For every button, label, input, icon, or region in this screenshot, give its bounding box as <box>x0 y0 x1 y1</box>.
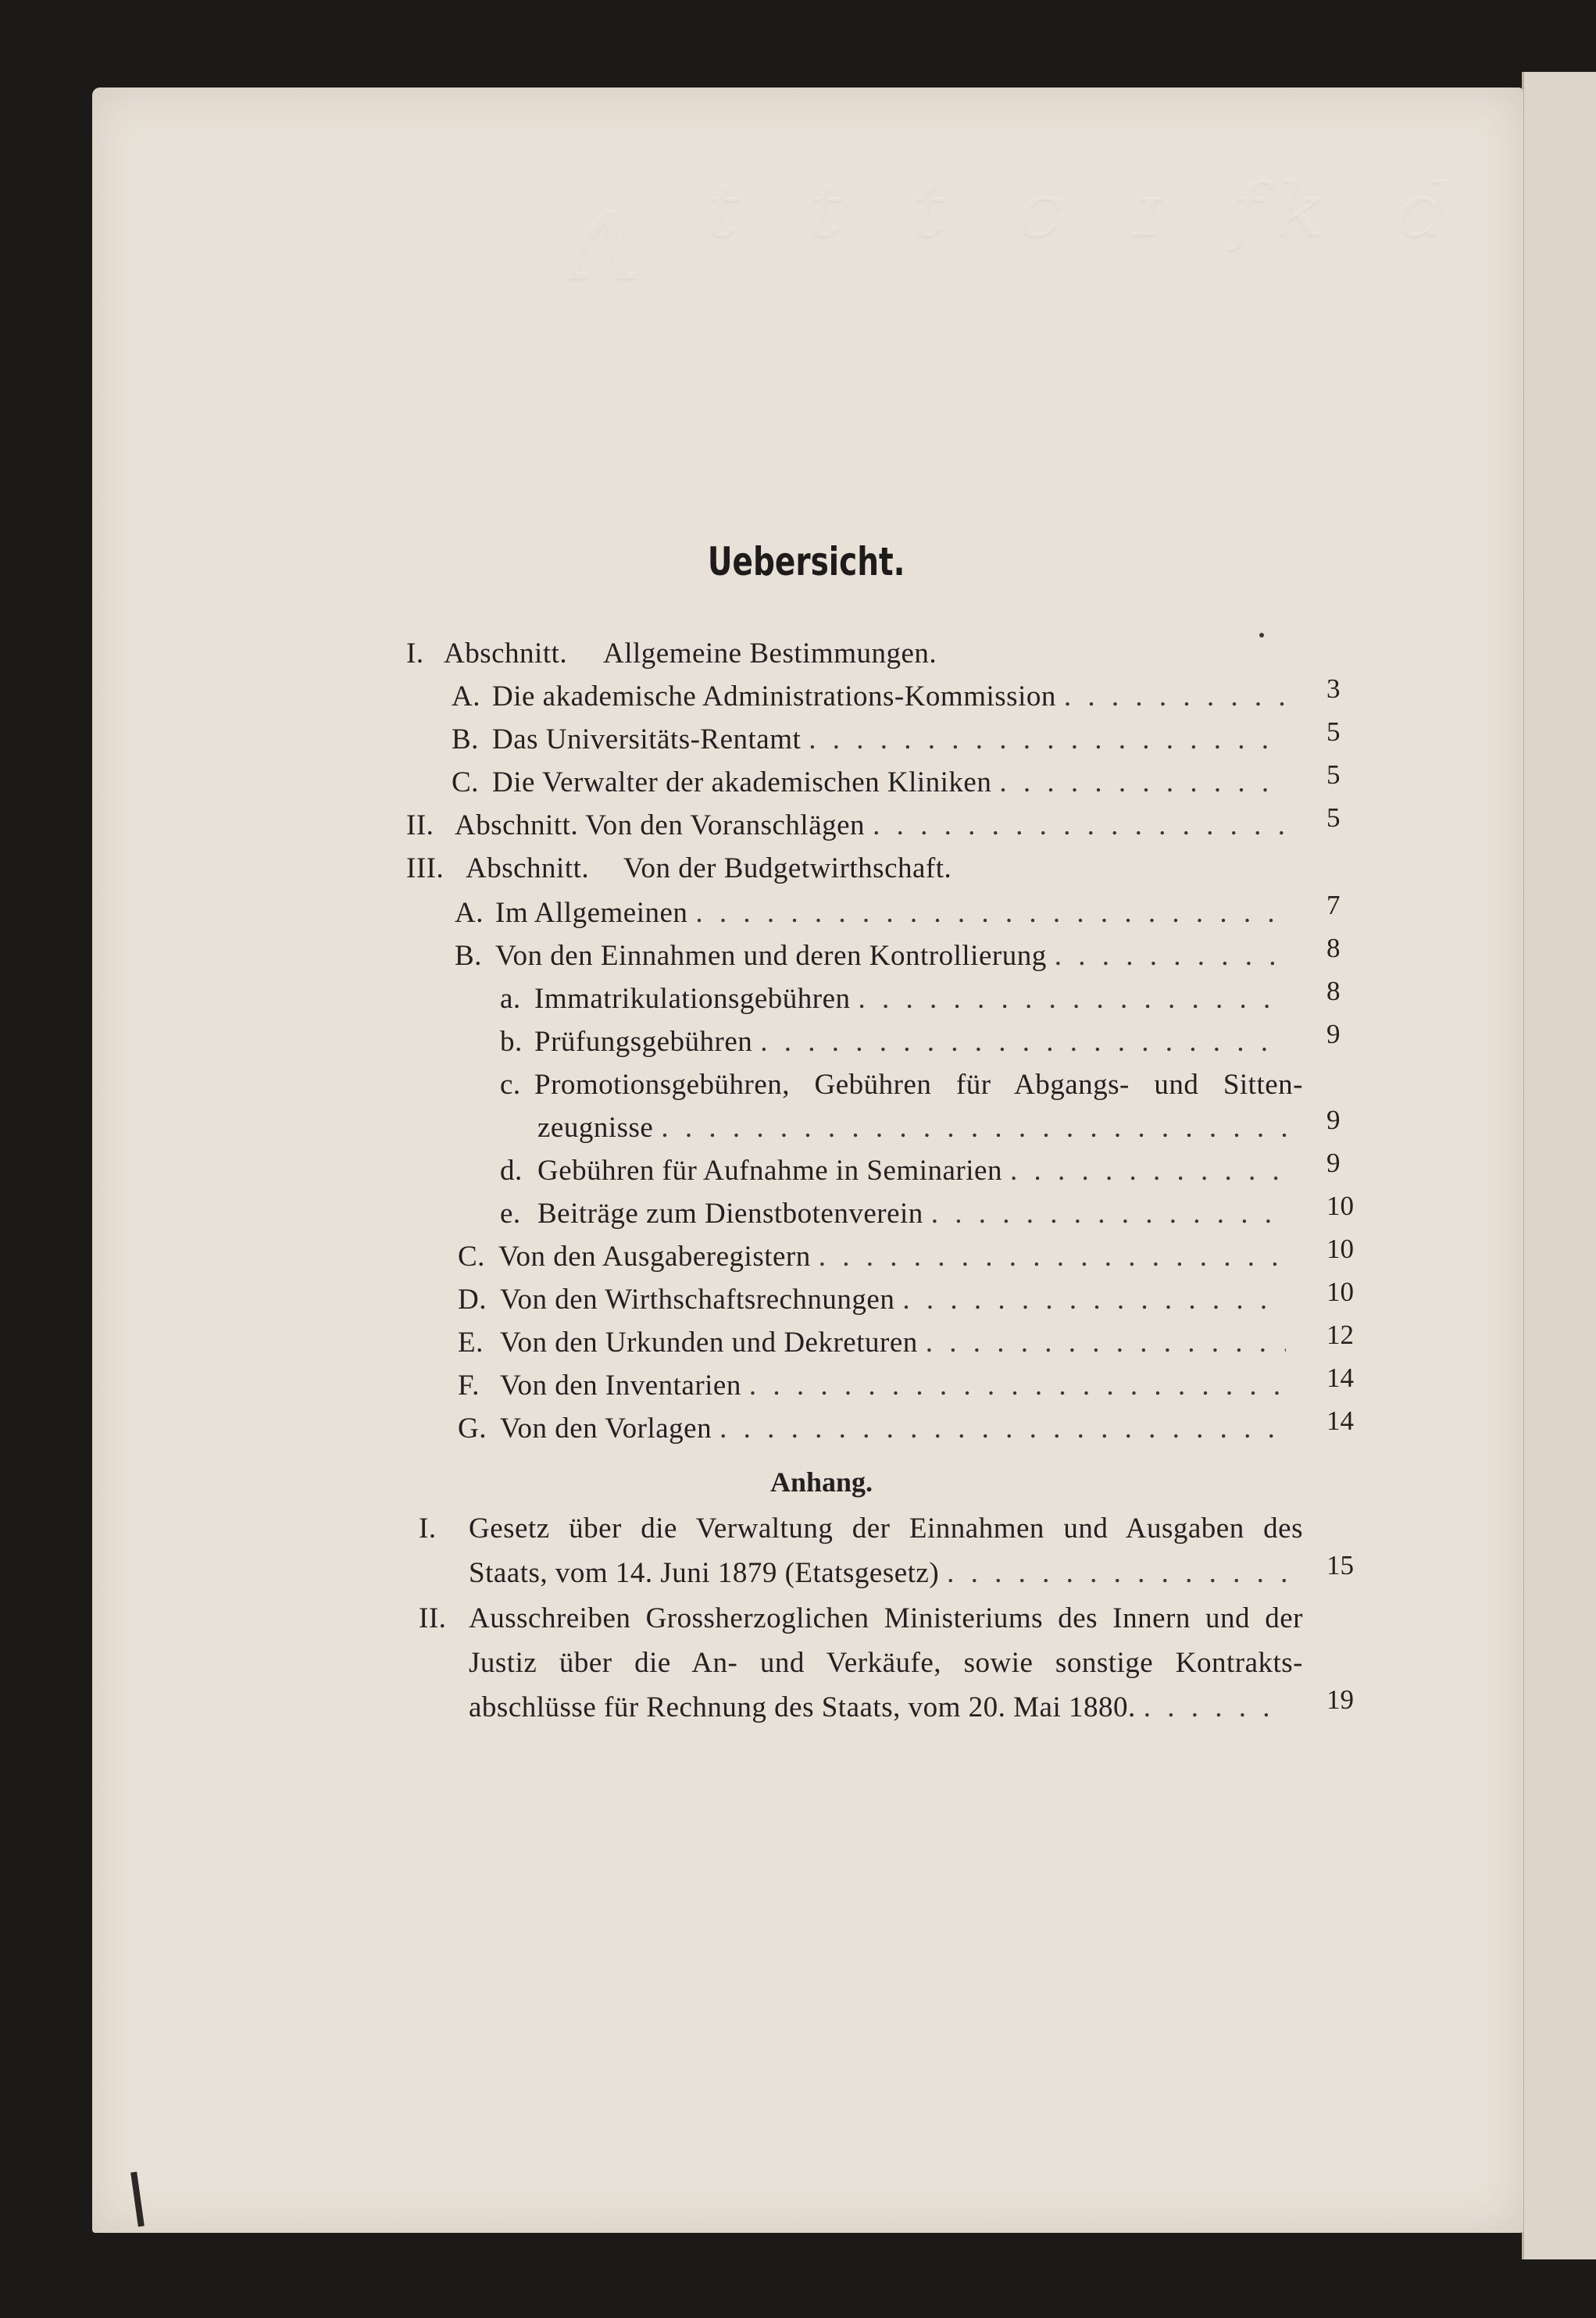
toc-number: e. <box>500 1198 521 1230</box>
toc-page-number: 8 <box>1326 976 1341 1006</box>
toc-text: Ausschreiben Grossherzoglichen Ministeriums des Innern und der <box>469 1602 1303 1634</box>
toc-text: zeugnisse <box>537 1112 654 1144</box>
toc-page-number: 10 <box>1326 1234 1354 1264</box>
appendix-heading: Anhang. <box>769 1466 873 1498</box>
toc-page-number: 10 <box>1326 1277 1354 1307</box>
dot-leader <box>1010 1154 1286 1188</box>
toc-number: F. <box>458 1370 480 1402</box>
toc-entry <box>0 802 1596 849</box>
toc-text: Justiz über die An- und Verkäufe, sowie sonstige Kontrakts- <box>469 1647 1303 1679</box>
toc-entry <box>0 759 1596 806</box>
toc-number: I. <box>419 1513 437 1545</box>
toc-text: abschlüsse für Rechnung des Staats, vom 20. Mai 1880. <box>469 1691 1136 1723</box>
dot-leader <box>749 1369 1286 1402</box>
appendix-item-continuation <box>0 1550 1596 1597</box>
dot-leader <box>902 1283 1286 1316</box>
toc-entry <box>0 1363 1596 1409</box>
toc-title: Allgemeine Bestimmungen. <box>603 638 937 670</box>
toc-entry <box>0 1320 1596 1366</box>
toc-number: G. <box>458 1413 487 1445</box>
dot-leader <box>926 1326 1286 1359</box>
toc-text: Von den Urkunden und Dekreturen <box>500 1327 918 1359</box>
toc-text: Von den Inventarien <box>500 1370 741 1402</box>
toc-entry <box>0 673 1596 720</box>
toc-number: III. <box>406 852 445 884</box>
dot-leader <box>1064 680 1286 713</box>
toc-page-number: 10 <box>1326 1191 1354 1221</box>
toc-text: Von den Vorlagen <box>500 1413 712 1445</box>
toc-text: Gesetz über die Verwaltung der Einnahmen und Ausgaben des <box>469 1513 1303 1545</box>
toc-page-number: 15 <box>1326 1550 1354 1580</box>
toc-page-number: 14 <box>1326 1405 1354 1436</box>
toc-number: B. <box>455 940 482 972</box>
dot-leader <box>719 1412 1286 1445</box>
toc-entry <box>0 976 1596 1023</box>
toc-number: d. <box>500 1155 523 1187</box>
toc-number: II. <box>419 1602 447 1634</box>
dot-leader <box>859 982 1286 1016</box>
toc-number: A. <box>452 680 480 713</box>
toc-label: Abschnitt. <box>466 852 590 884</box>
toc-page-number: 7 <box>1326 890 1341 920</box>
toc-number: A. <box>455 897 484 929</box>
appendix-item-continuation <box>0 1684 1596 1731</box>
dot-leader <box>661 1111 1286 1145</box>
toc-page-number: 8 <box>1326 933 1341 963</box>
toc-text: Gebühren für Aufnahme in Seminarien <box>537 1155 1002 1187</box>
toc-entry <box>0 1277 1596 1323</box>
toc-text: Beiträge zum Dienstbotenverein <box>537 1198 923 1230</box>
toc-page-number: 14 <box>1326 1363 1354 1393</box>
toc-page-number: 9 <box>1326 1148 1341 1178</box>
dot-leader <box>695 896 1286 930</box>
toc-entry <box>0 1019 1596 1066</box>
dot-leader <box>1055 939 1286 973</box>
dot-leader <box>947 1556 1286 1590</box>
dot-leader <box>760 1025 1286 1059</box>
toc-entry <box>0 716 1596 763</box>
toc-entry <box>0 1405 1596 1452</box>
toc-page-number: 19 <box>1326 1684 1354 1715</box>
toc-entry <box>0 1148 1596 1195</box>
toc-title: Von der Budgetwirthschaft. <box>623 852 952 884</box>
toc-text: Abschnitt. Von den Voranschlägen <box>455 809 866 841</box>
toc-number: D. <box>458 1284 487 1316</box>
toc-page-number: 5 <box>1326 802 1341 833</box>
toc-text: Immatrikulationsgebühren <box>534 983 851 1015</box>
toc-text: Von den Einnahmen und deren Kontrollierung <box>495 940 1047 972</box>
dot-leader <box>873 809 1286 842</box>
toc-text: Staats, vom 14. Juni 1879 (Etatsgesetz) <box>469 1557 940 1589</box>
toc-page-number: 9 <box>1326 1019 1341 1049</box>
toc-page-number: 9 <box>1326 1105 1341 1135</box>
toc-text: Die akademische Administrations-Kommission <box>492 680 1056 713</box>
dot-leader <box>931 1197 1286 1230</box>
dot-leader <box>1144 1691 1286 1724</box>
toc-section-header <box>0 637 1596 677</box>
dot-leader <box>809 723 1286 756</box>
toc-number: a. <box>500 983 521 1015</box>
toc-text: Im Allgemeinen <box>495 897 688 929</box>
toc-section-header <box>0 852 1596 892</box>
dot-leader <box>819 1240 1286 1273</box>
toc-text: Das Universitäts-Rentamt <box>492 723 802 755</box>
toc-number: c. <box>500 1069 521 1101</box>
library-stamp-embossing: ʌ ᵗ ᵗ ᵗ ᶜ ᶦ ᶠᵏ ᵈ <box>562 156 1462 311</box>
toc-text: Von den Wirthschaftsrechnungen <box>500 1284 895 1316</box>
toc-text: Von den Ausgaberegistern <box>498 1241 811 1273</box>
toc-text: Prüfungsgebühren <box>534 1026 753 1058</box>
appendix-item-continuation <box>0 1646 1596 1687</box>
toc-entry <box>0 1191 1596 1238</box>
toc-page-number: 12 <box>1326 1320 1354 1350</box>
toc-entry-continuation <box>0 1105 1596 1152</box>
toc-text: Die Verwalter der akademischen Kliniken <box>492 766 992 798</box>
toc-number: C. <box>452 766 479 798</box>
toc-entry-wrapped <box>0 1068 1596 1109</box>
toc-number: I. <box>406 638 424 670</box>
toc-entry <box>0 1234 1596 1280</box>
toc-number: II. <box>406 809 434 841</box>
toc-page-number: 5 <box>1326 759 1341 790</box>
toc-number: C. <box>458 1241 485 1273</box>
toc-entry <box>0 890 1596 937</box>
toc-page-number: 5 <box>1326 716 1341 747</box>
toc-label: Abschnitt. <box>444 638 568 670</box>
toc-page-number: 3 <box>1326 673 1341 704</box>
toc-number: b. <box>500 1026 523 1058</box>
toc-text: Promotionsgebühren, Gebühren für Abgangs- und Sitten- <box>534 1069 1303 1101</box>
toc-number: E. <box>458 1327 484 1359</box>
toc-entry <box>0 933 1596 980</box>
appendix-item <box>0 1602 1596 1642</box>
dot-leader <box>999 766 1286 799</box>
toc-number: B. <box>452 723 479 755</box>
appendix-item <box>0 1512 1596 1552</box>
page-title: Uebersicht. <box>707 539 905 584</box>
